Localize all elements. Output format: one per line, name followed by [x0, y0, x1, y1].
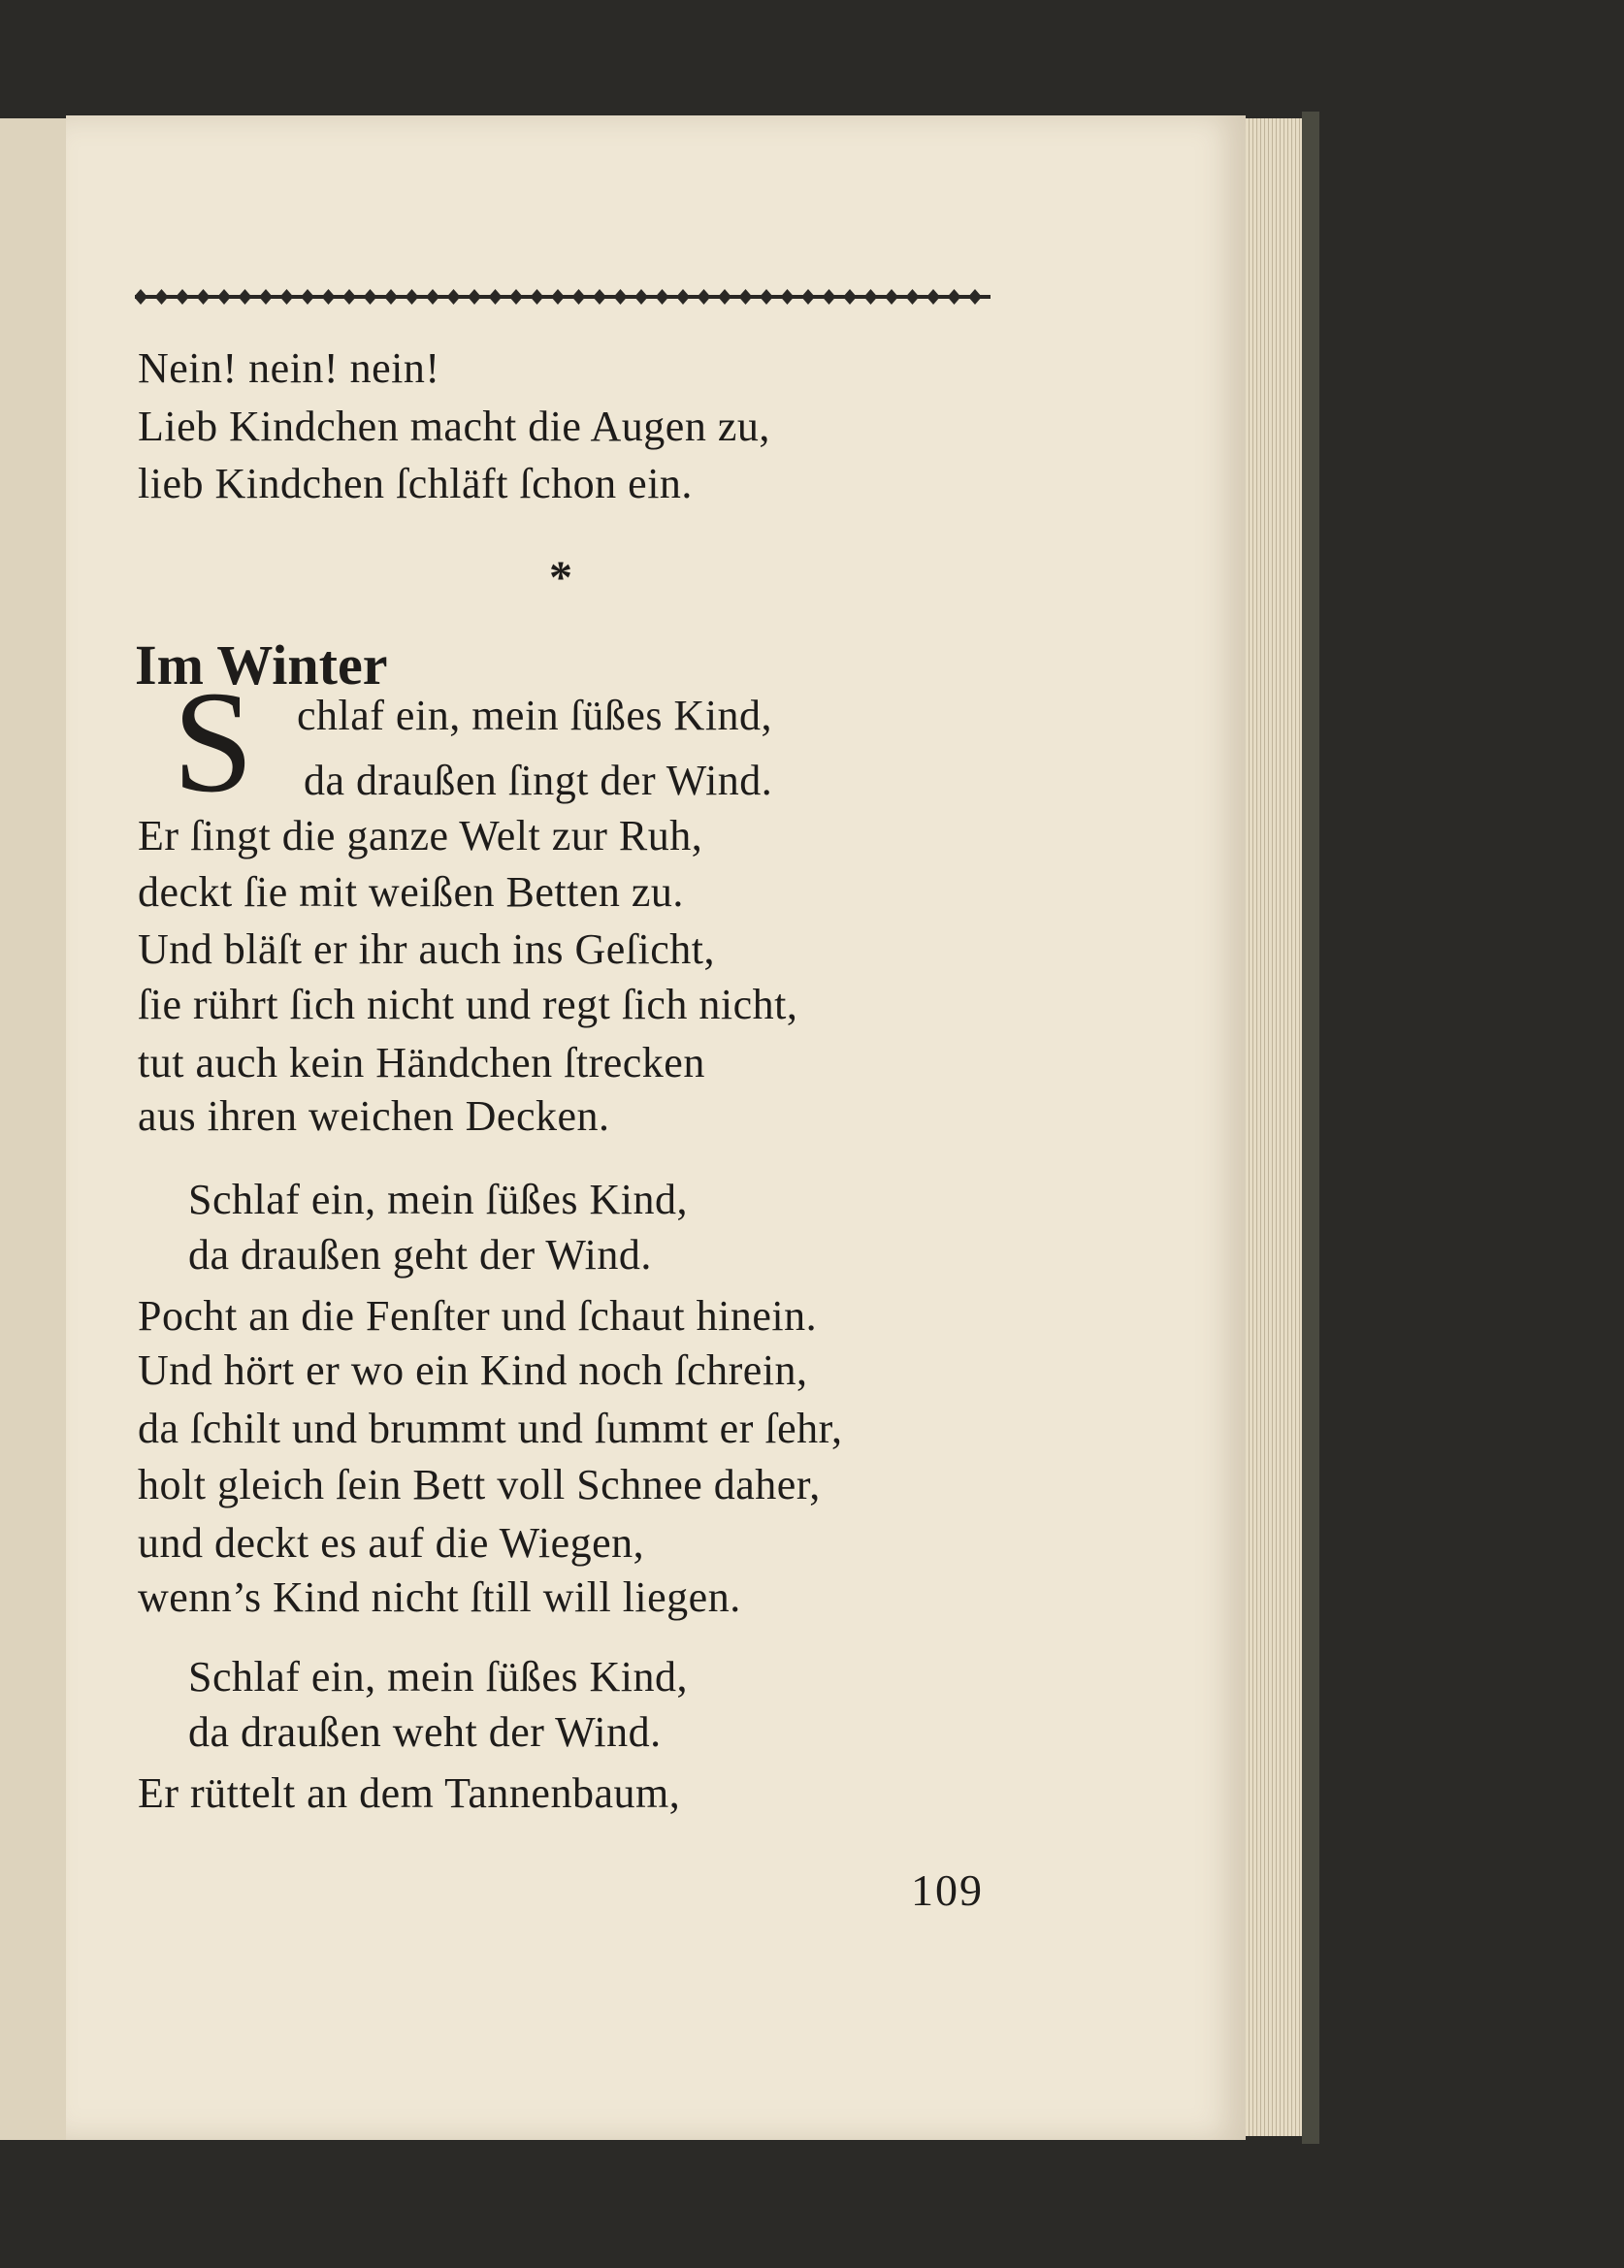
poem-line: ſie rührt ſich nicht und regt ſich nicht, — [138, 981, 798, 1028]
drop-cap: S — [173, 662, 254, 823]
ornament-diamond — [197, 289, 211, 305]
ornament-diamond — [259, 289, 273, 305]
ornament-diamond — [948, 289, 961, 305]
ornament-diamond — [614, 289, 628, 305]
ornament-diamond — [509, 289, 523, 305]
ornament-diamond — [781, 289, 795, 305]
poem-line: Nein! nein! nein! — [138, 344, 440, 392]
poem-line: und deckt es auf die Wiegen, — [138, 1519, 645, 1567]
ornament-diamond — [572, 289, 586, 305]
ornament-diamond — [176, 289, 189, 305]
poem-line: Er ſingt die ganze Welt zur Ruh, — [138, 812, 703, 859]
poem-line: da ſchilt und brummt und ſummt er ſehr, — [138, 1405, 843, 1452]
book-cover-edge — [1302, 112, 1319, 2144]
ornament-diamond — [739, 289, 753, 305]
poem-line: Er rüttelt an dem Tannenbaum, — [138, 1769, 681, 1817]
ornament-diamond — [634, 289, 648, 305]
ornament-diamond — [926, 289, 940, 305]
ornament-diamond — [217, 289, 231, 305]
ornament-diamond — [593, 289, 606, 305]
ornament-diamond — [864, 289, 878, 305]
ornament-diamond — [968, 289, 982, 305]
ornament-diamond — [906, 289, 920, 305]
ornament-diamond — [698, 289, 711, 305]
ornament-diamond — [656, 289, 669, 305]
poem-title: Im Winter — [135, 633, 388, 697]
poem-line: aus ihren weichen Decken. — [138, 1092, 610, 1140]
ornament-diamond — [531, 289, 544, 305]
poem-line: lieb Kindchen ſchläft ſchon ein. — [138, 460, 693, 507]
ornament-diamond — [843, 289, 857, 305]
poem-line: da draußen ſingt der Wind. — [304, 757, 773, 804]
section-separator: * — [549, 552, 572, 603]
poem-line: Und hört er wo ein Kind noch ſchrein, — [138, 1346, 808, 1394]
poem-line: da draußen geht der Wind. — [188, 1231, 652, 1279]
ornament-diamond — [489, 289, 503, 305]
poem-line: chlaf ein, mein ſüßes Kind, — [297, 692, 773, 739]
ornament-diamond — [364, 289, 377, 305]
poem-line: tut auch kein Händchen ſtrecken — [138, 1039, 705, 1086]
ornament-diamond — [718, 289, 731, 305]
page-number: 109 — [911, 1865, 984, 1915]
poem-line: holt gleich ſein Bett voll Schnee daher, — [138, 1461, 821, 1508]
ornament-diamond — [384, 289, 398, 305]
ornament-diamond — [322, 289, 336, 305]
left-page-edge — [0, 118, 70, 2140]
poem-line: Lieb Kindchen macht die Augen zu, — [138, 403, 770, 450]
ornament-diamond — [447, 289, 461, 305]
ornament-diamond — [760, 289, 773, 305]
ornament-diamond — [823, 289, 836, 305]
ornament-diamond — [239, 289, 252, 305]
poem-line: wenn’s Kind nicht ſtill will liegen. — [138, 1573, 741, 1621]
ornament-diamond — [342, 289, 356, 305]
ornament-diamond — [301, 289, 314, 305]
poem-line: Schlaf ein, mein ſüßes Kind, — [188, 1653, 689, 1701]
ornament-diamond — [280, 289, 294, 305]
poem-line: da draußen weht der Wind. — [188, 1708, 662, 1756]
ornament-diamond — [676, 289, 690, 305]
ornamental-rule — [135, 287, 991, 307]
ornament-diamond — [801, 289, 815, 305]
ornament-diamond — [135, 289, 147, 305]
ornament-diamond — [155, 289, 169, 305]
ornament-diamond — [885, 289, 898, 305]
ornament-diamond — [468, 289, 481, 305]
poem-line: Schlaf ein, mein ſüßes Kind, — [188, 1176, 689, 1223]
ornament-diamond — [406, 289, 419, 305]
ornament-diamond — [551, 289, 565, 305]
poem-line: Und bläſt er ihr auch ins Geſicht, — [138, 925, 715, 973]
poem-line: Pocht an die Fenſter und ſchaut hinein. — [138, 1292, 818, 1340]
poem-line: deckt ſie mit weißen Betten zu. — [138, 868, 684, 916]
page-edges — [1246, 118, 1302, 2136]
ornament-diamond — [426, 289, 439, 305]
